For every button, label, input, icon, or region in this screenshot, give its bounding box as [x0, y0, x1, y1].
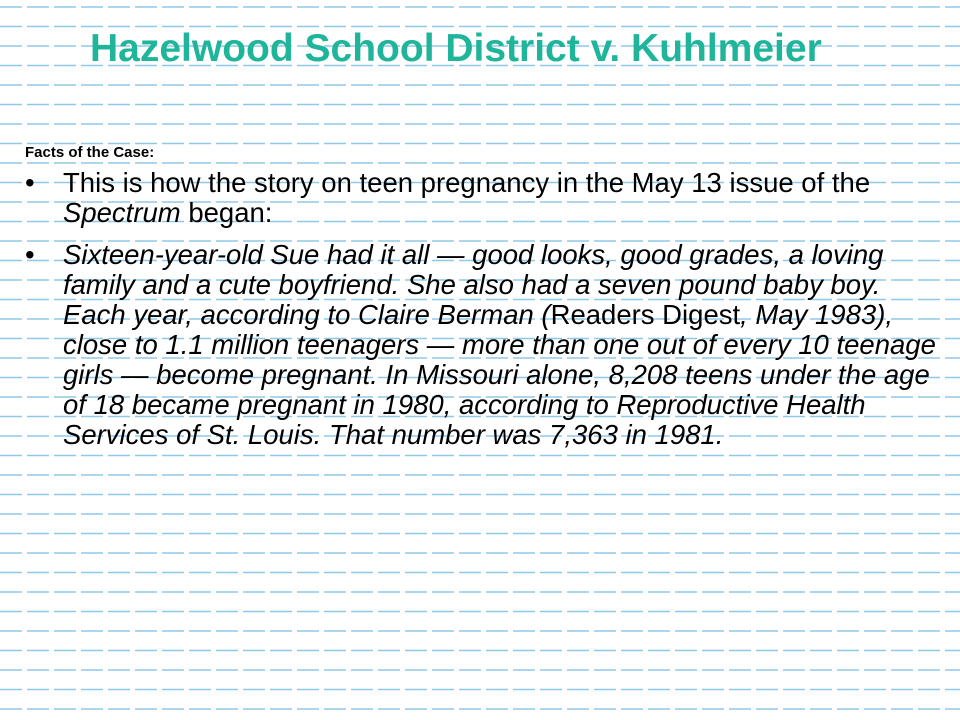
intro-text-end: began: — [180, 197, 273, 228]
bullet-item-quote — [25, 240, 950, 450]
slide-title: Hazelwood School District v. Kuhlmeier — [90, 27, 822, 70]
section-label: Facts of the Case: — [25, 144, 155, 161]
bullet-icon: • — [25, 239, 35, 270]
intro-text-start: This is how the story on teen pregnancy in the May 13 issue of the — [63, 167, 871, 198]
bullet-icon: • — [25, 167, 35, 198]
bullet-list — [25, 168, 950, 450]
quote-text-part2: , May 1983), close to 1.1 million teenagers — more than one out of every 10 teenage girls — become pregnant. In Missouri alone, 8,208 teens under the age of 18 became pregnant in 1980, according to Reproductive Health Services of St. Louis. That number was 7,363 in 1981. — [63, 299, 936, 450]
bullet-item-intro — [25, 168, 950, 228]
publication-name: Spectrum — [63, 197, 181, 228]
quote-text-part1: Sixteen-year-old Sue had it all — good looks, good grades, a loving family and a cute boyfriend. She also had a seven pound baby boy. Each year, according to Claire Berman ( — [63, 239, 884, 330]
quote-source: Readers Digest — [550, 299, 741, 330]
